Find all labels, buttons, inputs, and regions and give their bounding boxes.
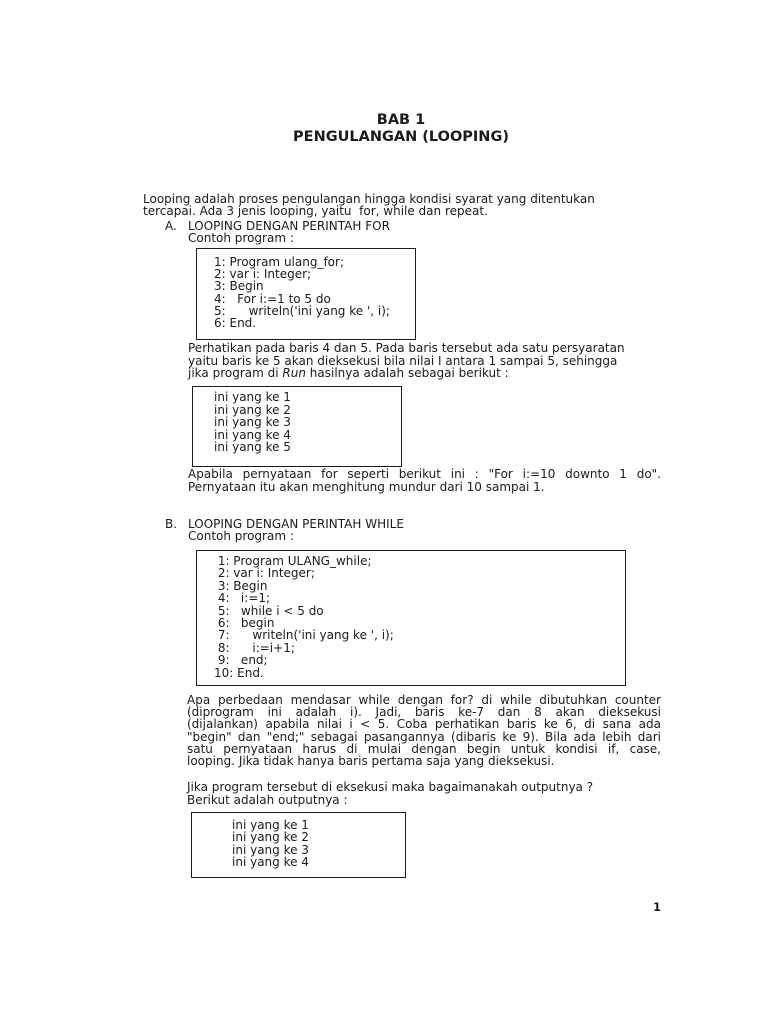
section-b-question: [187, 781, 661, 807]
code-line: 4: For i:=1 to 5 do: [214, 291, 331, 306]
section-a-heading: LOOPING DENGAN PERINTAH FOR: [188, 219, 390, 233]
question-line: Jika program tersebut di eksekusi maka bagaimanakah outputnya ?: [187, 780, 594, 794]
output-line: ini yang ke 3: [232, 842, 309, 857]
code-line: 2: var i: Integer;: [214, 267, 312, 282]
output-line: ini yang ke 4: [214, 427, 291, 442]
explanation-line: Perhatikan pada baris 4 dan 5. Pada baris tersebut ada satu persyaratan: [188, 341, 625, 355]
output-line: ini yang ke 2: [232, 830, 309, 845]
code-line: 3: Begin: [214, 578, 268, 593]
section-b-header: [188, 518, 660, 543]
section-b-output-box: [191, 812, 406, 878]
code-line: 1: Program ULANG_while;: [214, 554, 372, 568]
code-line: 2: var i: Integer;: [214, 566, 315, 581]
code-line: 6: End.: [214, 316, 257, 331]
explanation-line: yaitu baris ke 5 akan dieksekusi bila nilai I antara 1 sampai 5, sehingga: [188, 353, 618, 368]
code-line: 4: i:=1;: [214, 591, 271, 606]
chapter-topic: PENGULANGAN (LOOPING): [293, 129, 509, 145]
chapter-title: [251, 112, 551, 146]
output-line: ini yang ke 1: [214, 390, 291, 404]
output-line: ini yang ke 1: [232, 818, 309, 832]
code-line: 5: while i < 5 do: [214, 603, 324, 618]
section-a-marker-block: [165, 220, 188, 232]
intro-line: Looping adalah proses pengulangan hingga kondisi syarat yang ditentukan: [143, 192, 595, 206]
intro-line: tercapai. Ada 3 jenis looping, yaitu for, while dan repeat.: [143, 204, 488, 219]
code-line: 7: writeln('ini yang ke ', i);: [214, 628, 394, 643]
code-line: 5: writeln('ini yang ke ', i);: [214, 303, 390, 318]
code-line: 6: begin: [214, 616, 275, 631]
explanation-line: Apa perbedaan mendasar while dengan for? di while dibutuhkan counter: [187, 693, 661, 707]
code-line: 1: Program ulang_for;: [214, 255, 344, 269]
output-line: ini yang ke 2: [214, 402, 291, 417]
question-line: Berikut adalah outputnya :: [187, 793, 348, 807]
explanation-line: [188, 367, 509, 380]
section-a-code-box: [196, 248, 416, 340]
section-b-program-label: Contoh program :: [188, 529, 294, 544]
section-b-marker: B.: [165, 517, 178, 531]
section-a-marker: A.: [165, 219, 177, 233]
explanation-text: hasilnya adalah sebagai berikut :: [305, 366, 509, 380]
code-line: 9: end;: [214, 653, 268, 668]
output-line: ini yang ke 5: [214, 440, 291, 454]
code-line: 10: End.: [214, 665, 264, 680]
section-a-program-label: Contoh program :: [188, 231, 294, 246]
note-line: Pernyataan itu akan menghitung mundur dari 10 sampai 1.: [188, 480, 545, 494]
section-a-header: [188, 220, 660, 245]
explanation-line: (dijalankan) apabila nilai i < 5. Coba perhatikan baris ke 6, di sana ada: [187, 717, 661, 732]
section-b-explanation: [187, 694, 661, 767]
run-italic-text: Run: [282, 366, 306, 380]
section-b-heading: LOOPING DENGAN PERINTAH WHILE: [188, 517, 404, 531]
explanation-line: "begin" dan "end;" sebagai pasangannya (dibaris ke 9). Bila ada lebih dari: [187, 729, 661, 744]
page-number: 1: [653, 900, 662, 914]
note-line: Apabila pernyataan for seperti berikut ini : "For i:=10 downto 1 do".: [188, 467, 661, 481]
intro-paragraph: [143, 193, 660, 218]
section-a-output-box: [192, 386, 402, 467]
output-line: ini yang ke 3: [214, 415, 291, 429]
output-line: ini yang ke 4: [232, 855, 309, 870]
code-line: 3: Begin: [214, 279, 264, 294]
section-a-explanation: [188, 342, 661, 380]
section-b-code-box: [196, 550, 626, 686]
code-line: 8: i:=i+1;: [214, 640, 295, 655]
explanation-line: (diprogram ini adalah i). Jadi, baris ke-7 dan 8 akan dieksekusi: [187, 705, 661, 720]
explanation-text: jika program di: [188, 366, 283, 380]
chapter-number: BAB 1: [376, 112, 426, 128]
section-a-note: [188, 468, 661, 494]
section-b-marker-block: [165, 518, 188, 530]
explanation-line: looping. Jika tidak hanya baris pertama saja yang dieksekusi.: [187, 754, 555, 769]
explanation-line: satu pernyataan harus di mulai dengan begin untuk kondisi if, case,: [187, 741, 661, 756]
